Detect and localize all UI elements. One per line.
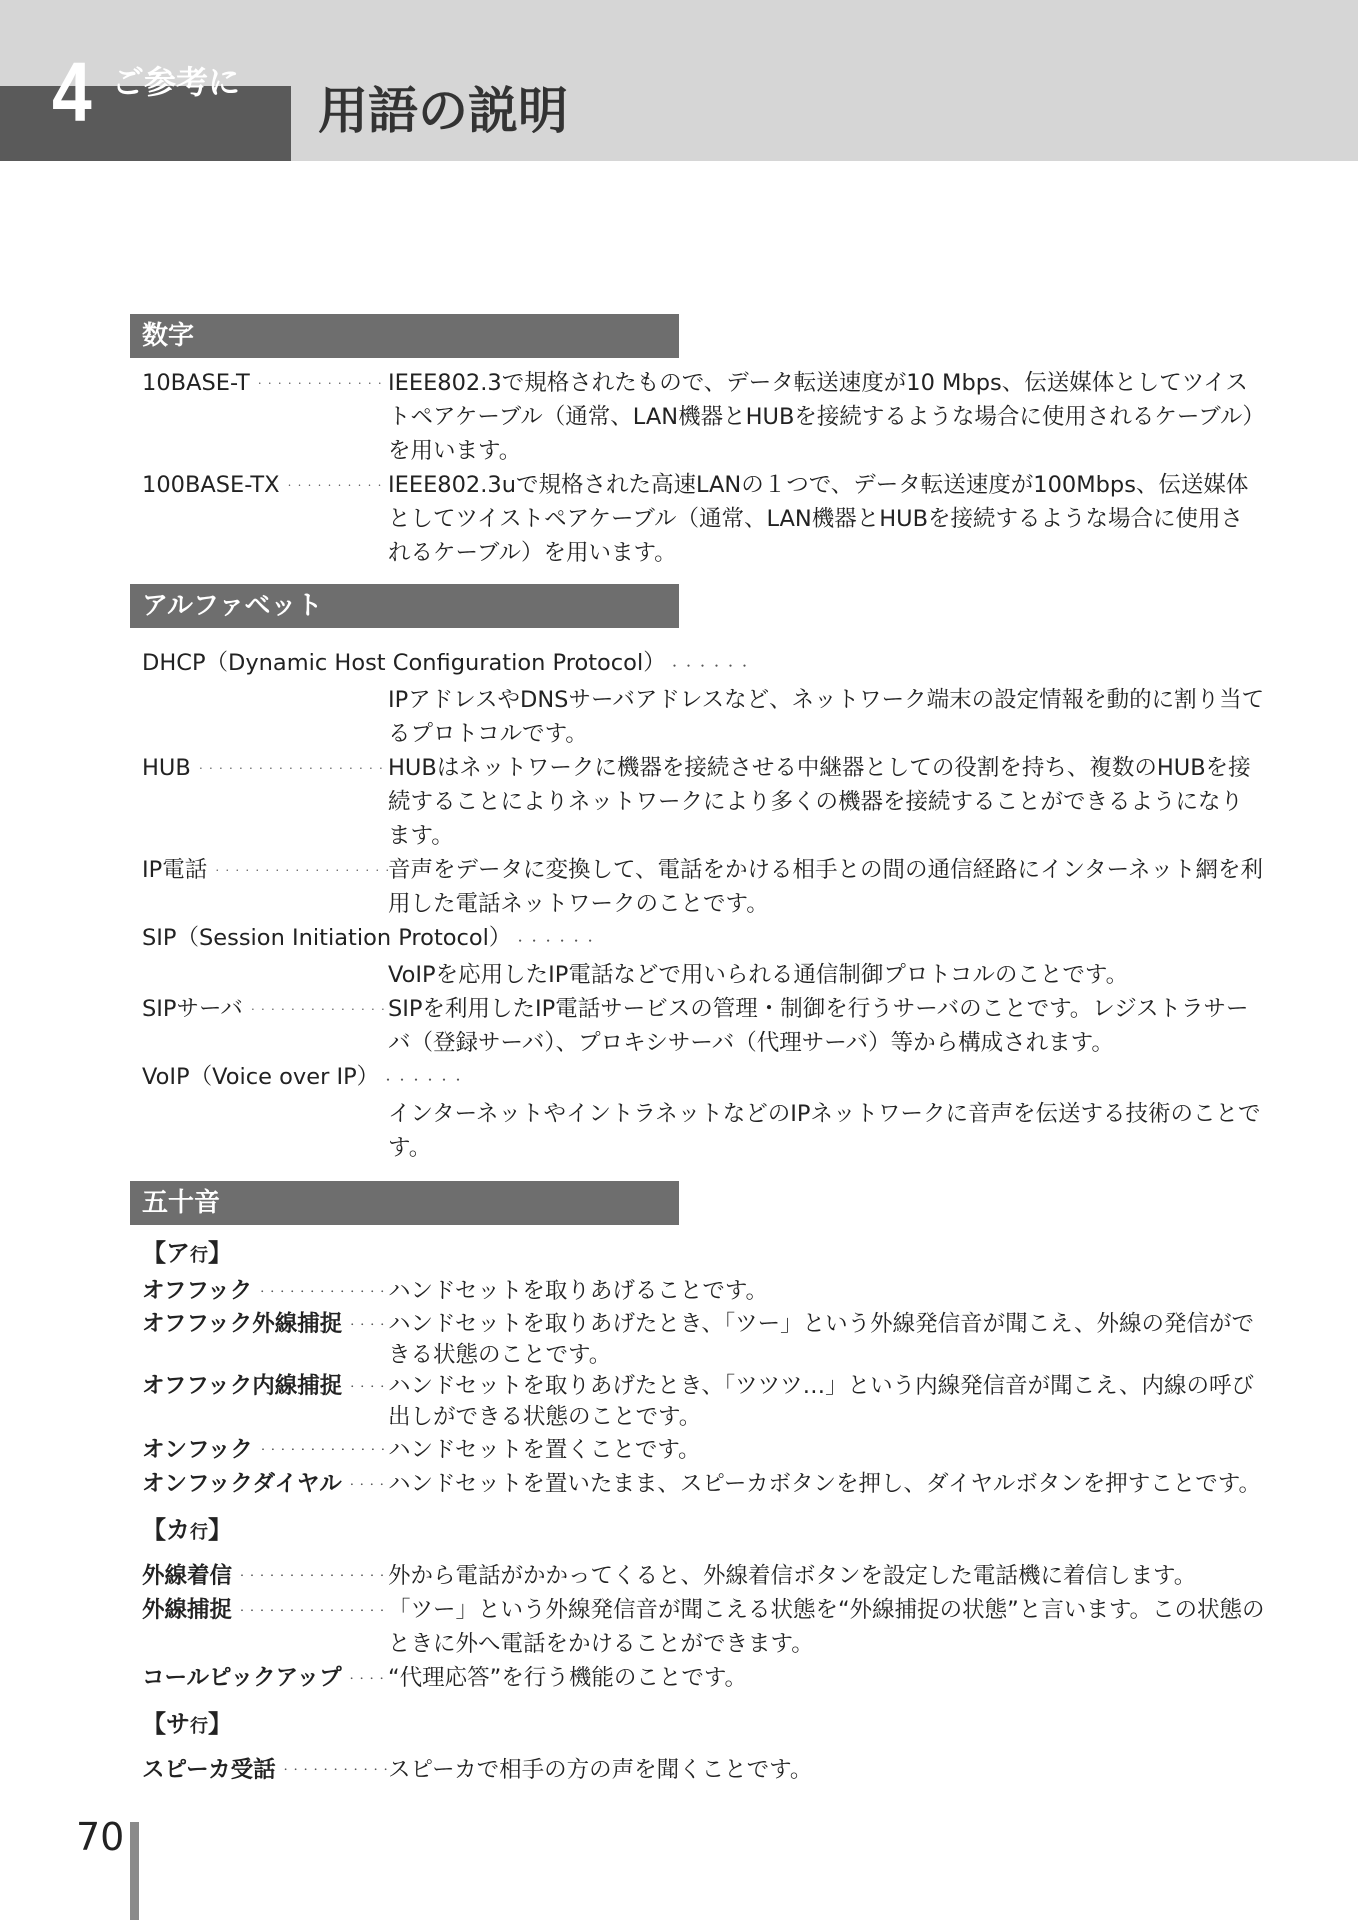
term: SIPサーバ: [142, 996, 243, 1022]
leader-dots: [348, 1467, 388, 1502]
definition: ハンドセットを取りあげることです。: [388, 1278, 769, 1304]
term: オフフック内線捕捉: [142, 1372, 343, 1399]
glossary-term-long: [130, 646, 1265, 683]
term: HUB: [142, 755, 191, 781]
glossary-content: [130, 314, 1265, 1787]
term: オフフック: [142, 1278, 253, 1304]
term: IP電話: [142, 857, 208, 883]
glossary-entry: [130, 1371, 1265, 1433]
definition: ハンドセットを取りあげたとき、「ツツツ…」という内線発信音が聞こえ、内線の呼び出しができる状態のことです。: [388, 1372, 1255, 1430]
leader-dots: ・・・・・・: [668, 659, 753, 673]
definition: IEEE802.3で規格されたもので、データ転送速度が10 Mbps、伝送媒体としてツイストペアケーブル（通常、LAN機器とHUBを接続するような場合に使用されるケーブル）を用います。: [388, 370, 1265, 464]
leader-dots: [259, 1433, 388, 1468]
glossary-entry: [130, 1753, 1265, 1788]
definition: “代理応答”を行う機能のことです。: [388, 1665, 748, 1691]
leader-dots: [282, 1753, 388, 1788]
definition: HUBはネットワークに機器を接続させる中継器としての役割を持ち、複数のHUBを接続することによりネットワークにより多くの機器を接続することができるようになります。: [388, 755, 1251, 849]
leader-dots: [238, 1593, 388, 1661]
glossary-entry: [130, 366, 1265, 468]
definition: スピーカで相手の方の声を聞くことです。: [388, 1756, 813, 1783]
term: 10BASE-T: [142, 370, 250, 396]
term: オンフックダイヤル: [142, 1471, 342, 1497]
leader-dots: ・・・・・・: [381, 1073, 466, 1087]
leader-dots: [348, 1309, 388, 1371]
glossary-term-long: [130, 1060, 1265, 1097]
term: VoIP（Voice over IP）: [142, 1064, 368, 1090]
page-number: 70: [76, 1815, 125, 1859]
glossary-entry: [130, 1467, 1265, 1502]
definition: 「ツー」という外線発信音が聞こえる状態を“外線捕捉の状態”と言います。この状態のときに外へ電話をかけることができます。: [388, 1597, 1265, 1657]
section-heading-alphabet: アルファベット: [130, 584, 679, 628]
glossary-entry: [130, 1593, 1265, 1661]
glossary-entry: [130, 1274, 1265, 1309]
glossary-entry: [130, 992, 1265, 1060]
glossary-term-long: [130, 921, 1265, 958]
term: オンフック: [142, 1436, 253, 1463]
definition: ハンドセットを置くことです。: [388, 1436, 701, 1463]
section-heading-numbers: 数字: [130, 314, 679, 358]
glossary-entry: [130, 853, 1265, 921]
chapter-number: 4: [52, 45, 92, 139]
glossary-entry: [130, 1433, 1265, 1468]
term: 100BASE-TX: [142, 472, 280, 498]
term: SIP（Session Initiation Protocol）: [142, 925, 501, 951]
leader-dots: [197, 751, 388, 853]
definition: IEEE802.3uで規格された高速LANの１つで、データ転送速度が100Mbps、伝送媒体としてツイストペアケーブル（通常、LAN機器とHUBを接続するような場合に使用されるケーブル）を用います。: [388, 472, 1249, 566]
definition: SIPを利用したIP電話サービスの管理・制御を行うサーバのことです。レジストラサーバ（登録サーバ）、プロキシサーバ（代理サーバ）等から構成されます。: [388, 996, 1249, 1056]
leader-dots: [256, 366, 388, 468]
section-heading-gojuon: 五十音: [130, 1181, 679, 1225]
glossary-entry: [130, 1309, 1265, 1371]
page-number-bar: [130, 1822, 139, 1920]
leader-dots: [249, 992, 388, 1060]
chapter-label: ご参考に: [112, 63, 241, 101]
leader-dots: [285, 468, 388, 570]
leader-dots: ・・・・・・: [514, 934, 599, 948]
glossary-entry: [130, 1559, 1265, 1594]
definition: ハンドセットを置いたまま、スピーカボタンを押し、ダイヤルボタンを押すことです。: [388, 1471, 1262, 1497]
term: 外線捕捉: [142, 1597, 233, 1623]
leader-dots: [348, 1371, 388, 1433]
page-title: 用語の説明: [318, 82, 568, 140]
definition: VoIPを応用したIP電話などで用いられる通信制御プロトコルのことです。: [388, 962, 1129, 988]
group-heading-a-row: 【ア行】: [142, 1239, 232, 1267]
definition: 外から電話がかかってくると、外線着信ボタンを設定した電話機に着信します。: [388, 1562, 1197, 1589]
term: スピーカ受話: [142, 1756, 276, 1783]
definition: ハンドセットを取りあげたとき、「ツー」という外線発信音が聞こえ、外線の発信ができる状態のことです。: [388, 1310, 1255, 1368]
group-heading-sa-row: 【サ行】: [142, 1709, 232, 1738]
term: オフフック外線捕捉: [142, 1310, 343, 1337]
definition: インターネットやイントラネットなどのIPネットワークに音声を伝送する技術のことです。: [388, 1101, 1261, 1161]
term: コールピックアップ: [142, 1665, 342, 1691]
term: 外線着信: [142, 1562, 233, 1589]
glossary-entry: [130, 468, 1265, 570]
definition: IPアドレスやDNSサーバアドレスなど、ネットワーク端末の設定情報を動的に割り当てるプロトコルです。: [388, 687, 1265, 747]
glossary-entry: [130, 1661, 1265, 1696]
leader-dots: [213, 853, 388, 921]
group-heading-ka-row: 【カ行】: [142, 1515, 232, 1544]
leader-dots: [258, 1274, 388, 1309]
definition: 音声をデータに変換して、電話をかける相手との間の通信経路にインターネット網を利用した電話ネットワークのことです。: [388, 857, 1264, 917]
leader-dots: [348, 1661, 388, 1696]
term: DHCP（Dynamic Host Configuration Protocol）: [142, 650, 655, 676]
leader-dots: [238, 1559, 388, 1594]
glossary-entry: [130, 751, 1265, 853]
